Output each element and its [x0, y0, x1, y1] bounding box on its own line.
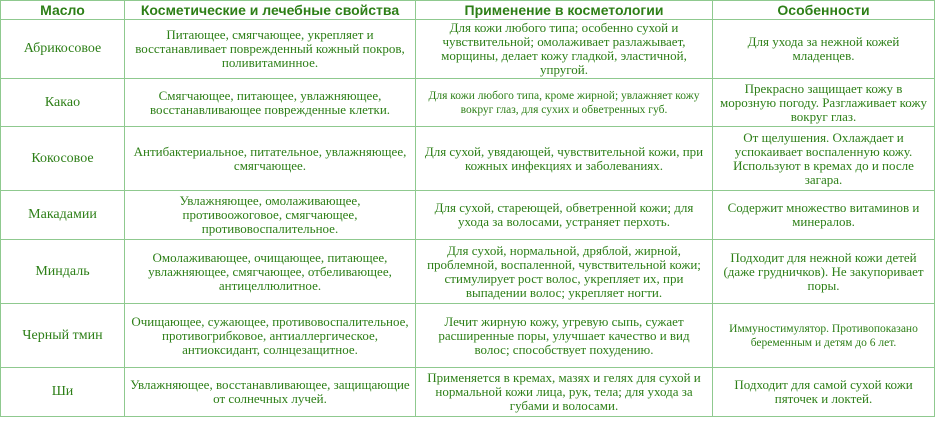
oil-name: Макадамии	[1, 191, 125, 240]
oil-name: Черный тмин	[1, 304, 125, 368]
oil-application: Лечит жирную кожу, угревую сыпь, сужает расширенные поры, улучшает качество и вид волос; способствует похудению.	[416, 304, 713, 368]
header-oil: Масло	[1, 1, 125, 20]
oil-properties: Увлажняющее, восстанавливающее, защищающие от солнечных лучей.	[125, 368, 416, 417]
oil-features: Подходит для самой сухой кожи пяточек и локтей.	[713, 368, 935, 417]
oil-features: Содержит множество витаминов и минералов.	[713, 191, 935, 240]
table-row	[1, 79, 935, 127]
oil-name: Ши	[1, 368, 125, 417]
oil-features: Прекрасно защищает кожу в морозную погоду. Разглаживает кожу вокруг глаз.	[713, 79, 935, 127]
oil-features: Для ухода за нежной кожей младенцев.	[713, 20, 935, 79]
oil-properties: Смягчающее, питающее, увлажняющее, восстанавливающее поврежденные клетки.	[125, 79, 416, 127]
header-application: Применение в косметологии	[416, 1, 713, 20]
oil-application: Для кожи любого типа; особенно сухой и чувствительной; омолаживает разлажывает, морщины, делает кожу гладкой, эластичной, упругой.	[416, 20, 713, 79]
table-row	[1, 240, 935, 304]
oil-properties: Питающее, смягчающее, укрепляет и восстанавливает поврежденный кожный покров, поливитаминное.	[125, 20, 416, 79]
table-row	[1, 20, 935, 79]
table-row	[1, 191, 935, 240]
oil-name: Миндаль	[1, 240, 125, 304]
oil-application: Для сухой, нормальной, дряблой, жирной, проблемной, воспаленной, чувствительной кожи; стимулирует рост волос, укрепляет их, при выпадении волос; укрепляет ногти.	[416, 240, 713, 304]
oil-properties: Очищающее, сужающее, противовоспалительное, противогрибковое, антиаллергическое, антиоксидант, солнцезащитное.	[125, 304, 416, 368]
oil-name: Какао	[1, 79, 125, 127]
table-row	[1, 368, 935, 417]
oil-properties: Омолаживающее, очищающее, питающее, увлажняющее, смягчающее, отбеливающее, антицеллюлитное.	[125, 240, 416, 304]
header-row	[1, 1, 935, 20]
oil-application: Для кожи любого типа, кроме жирной; увлажняет кожу вокруг глаз, для сухих и обветренных губ.	[416, 79, 713, 127]
oil-properties: Антибактериальное, питательное, увлажняющее, смягчающее.	[125, 127, 416, 191]
oil-application: Для сухой, увядающей, чувствительной кожи, при кожных инфекциях и заболеваниях.	[416, 127, 713, 191]
oil-application: Применяется в кремах, мазях и гелях для сухой и нормальной кожи лица, рук, тела; для ухода за губами и волосами.	[416, 368, 713, 417]
table-row	[1, 127, 935, 191]
header-features: Особенности	[713, 1, 935, 20]
oil-features: От щелушения. Охлаждает и успокаивает воспаленную кожу. Используют в кремах до и после загара.	[713, 127, 935, 191]
oil-name: Кокосовое	[1, 127, 125, 191]
oil-name: Абрикосовое	[1, 20, 125, 79]
oil-application: Для сухой, стареющей, обветренной кожи; для ухода за волосами, устраняет перхоть.	[416, 191, 713, 240]
oil-features: Иммуностимулятор. Противопоказано беременным и детям до 6 лет.	[713, 304, 935, 368]
table-row	[1, 304, 935, 368]
oil-features: Подходит для нежной кожи детей (даже грудничков). Не закупоривает поры.	[713, 240, 935, 304]
oil-properties: Увлажняющее, омолаживающее, противоожоговое, смягчающее, противовоспалительное.	[125, 191, 416, 240]
header-properties: Косметические и лечебные свойства	[125, 1, 416, 20]
